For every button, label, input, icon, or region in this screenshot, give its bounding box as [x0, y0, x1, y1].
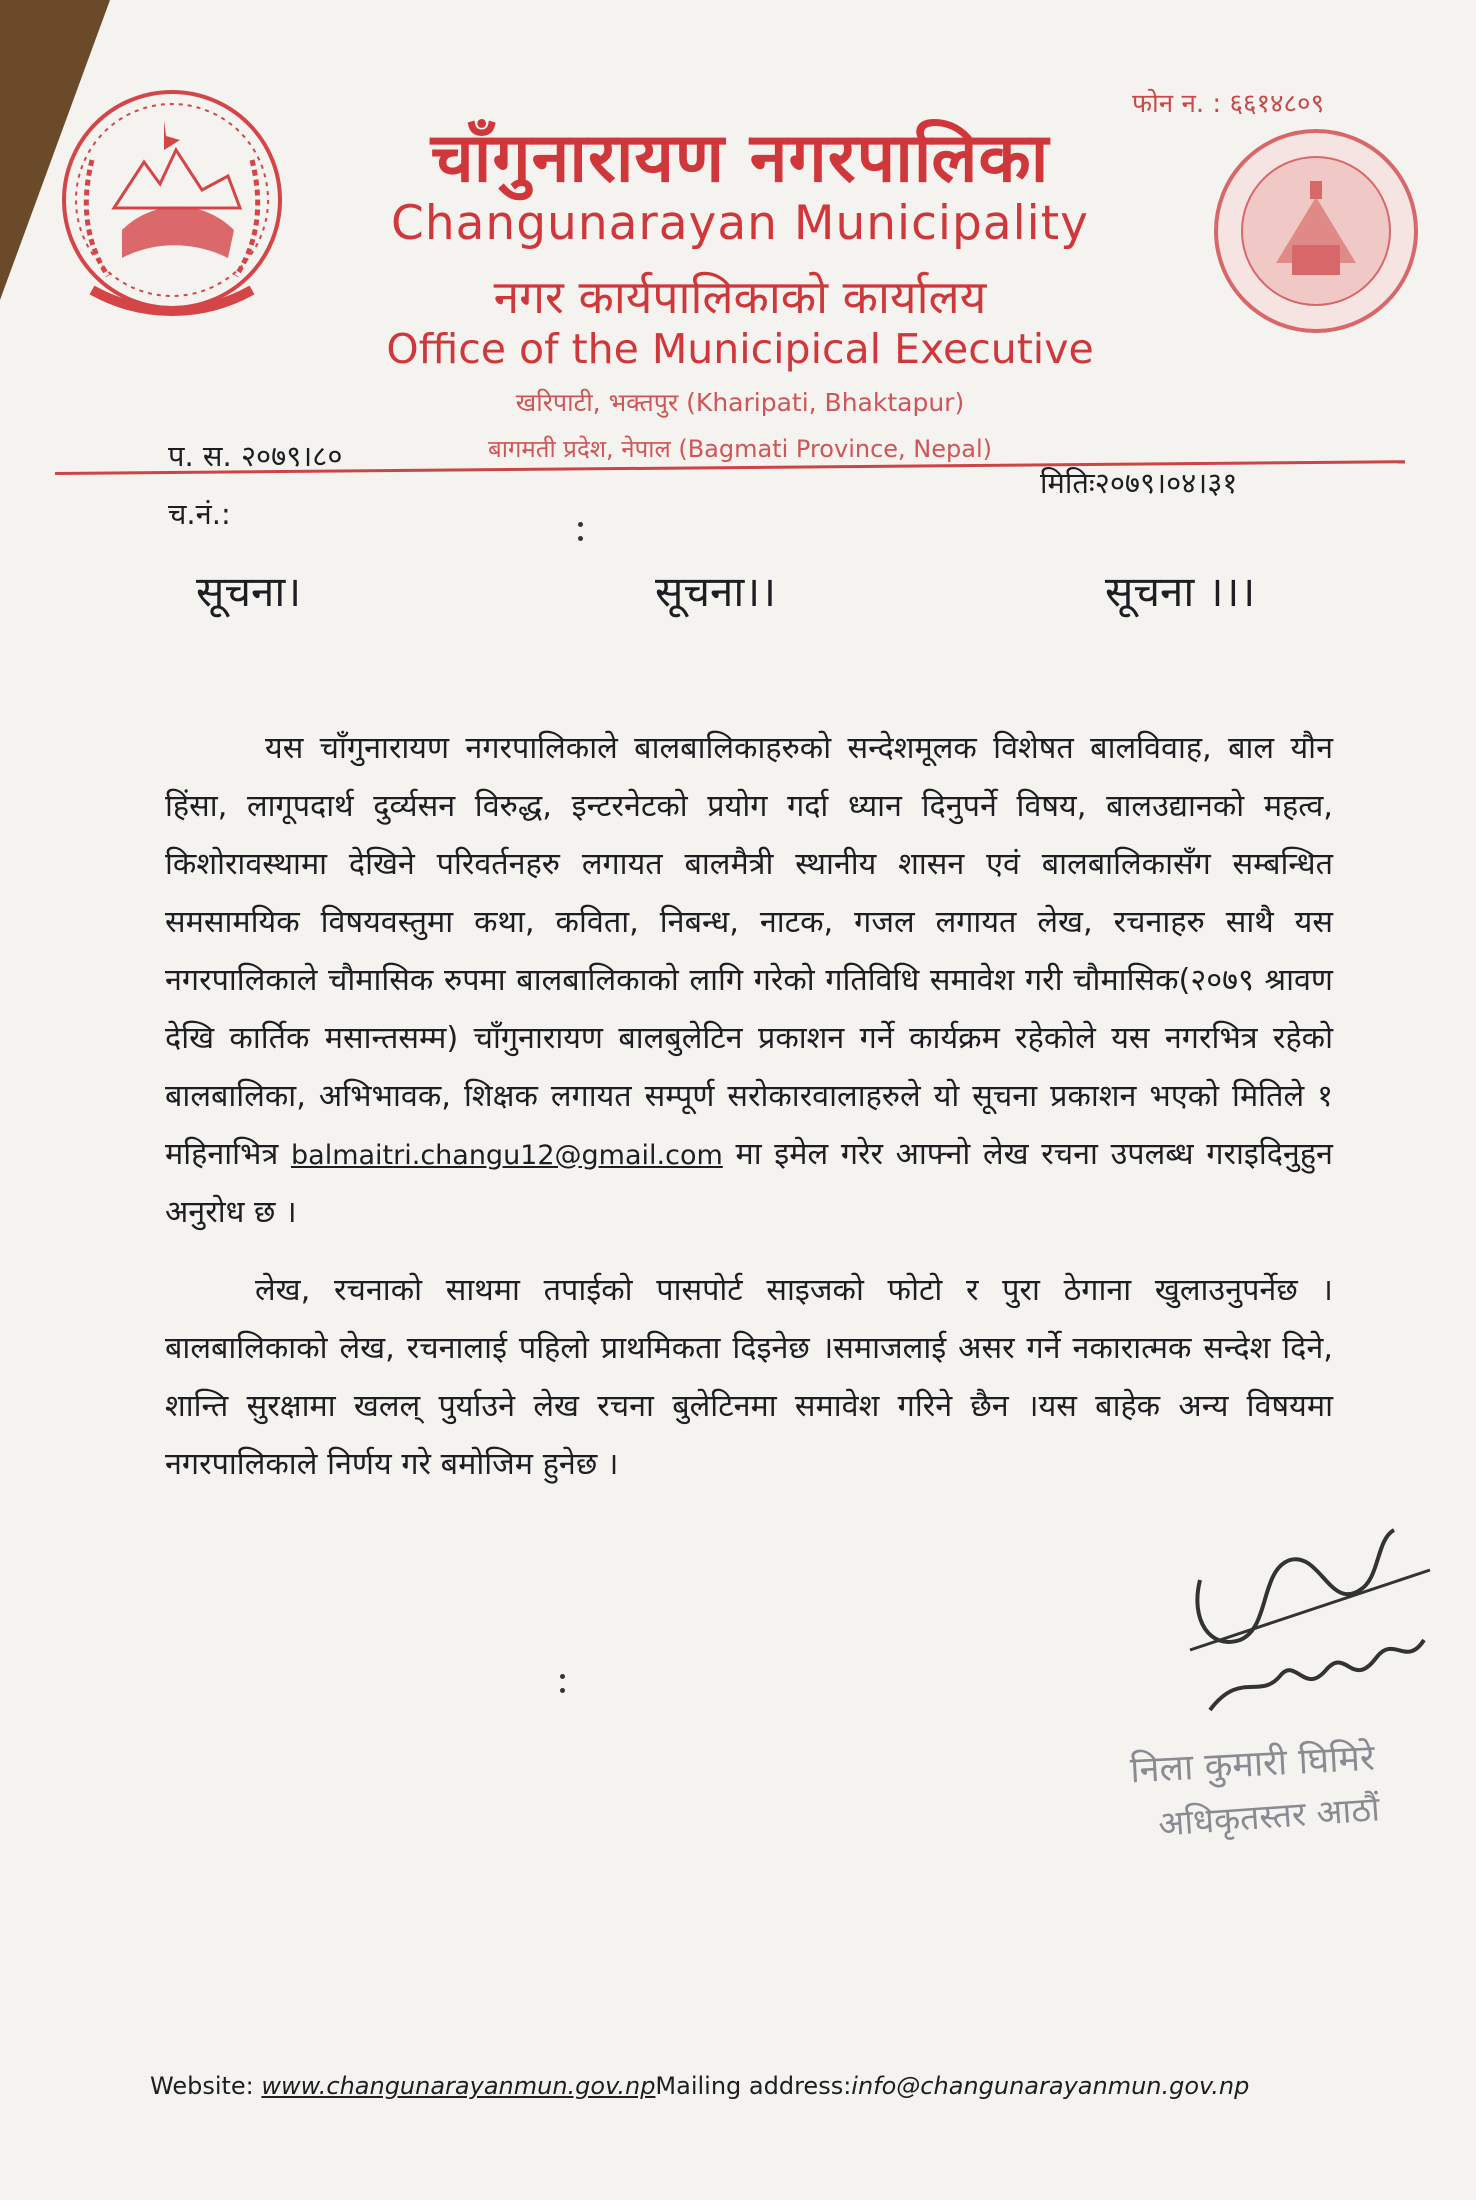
- municipality-seal-icon: [1210, 125, 1422, 337]
- address-line-2: बागमती प्रदेश, नेपाल (Bagmati Province, Nepal): [488, 435, 992, 463]
- paragraph-1-closing: मा इमेल गरेर आफ्नो लेख रचना उपलब्ध गराइदिनुहुन अनुरोध छ ।: [165, 1136, 1333, 1230]
- reference-number: प. स. २०७९।८०: [168, 439, 343, 473]
- office-title-np: नगर कार्यपालिकाको कार्यालय: [493, 270, 987, 324]
- office-title-en: Office of the Municipical Executive: [386, 325, 1094, 373]
- stray-mark: [578, 536, 583, 541]
- notice-heading-1: सूचना।: [196, 567, 302, 616]
- stray-mark: [560, 1688, 565, 1693]
- notice-heading-3: सूचना ।।।: [1105, 567, 1256, 616]
- footer: [150, 2072, 1249, 2100]
- submission-email: balmaitri.changu12@gmail.com: [291, 1139, 723, 1171]
- handwritten-signature-icon: [1180, 1500, 1440, 1740]
- body-paragraph-1: [165, 720, 1333, 1241]
- municipality-title-np: चाँगुनारायण नगरपालिका: [430, 119, 1050, 198]
- dispatch-number: च.नं.:: [168, 497, 231, 531]
- signatory-name: निला कुमारी घिमिरे: [1129, 1737, 1376, 1792]
- mailing-label: Mailing address:: [655, 2072, 852, 2100]
- letter-date: मितिः२०७९।०४।३१: [1040, 466, 1238, 500]
- nepal-emblem-icon: [52, 80, 292, 330]
- stray-mark: [578, 522, 583, 527]
- stray-mark: [560, 1674, 565, 1679]
- website-link[interactable]: www.changunarayanmun.gov.np: [261, 2072, 656, 2100]
- paragraph-1-text: यस चाँगुनारायण नगरपालिकाले बालबालिकाहरुको सन्देशमूलक विशेषत बालविवाह, बाल यौन हिंसा, लागूपदार्थ दुर्व्यसन विरुद्ध, इन्टरनेटको प्रयोग गर्दा ध्यान दिनुपर्ने विषय, बालउद्यानको महत्व, किशोरावस्थामा देखिने परिवर्तनहरु लगायत बालमैत्री स्थानीय शासन एवं बालबालिकासँग सम्बन्धित समसामयिक विषयवस्तुमा कथा, कविता, निबन्ध, नाटक, गजल लगायत लेख, रचनाहरु साथै यस नगरपालिकाले चौमासिक रुपमा बालबालिकाको लागि गरेको गतिविधि समावेश गरी चौमासिक(२०७९ श्रावण देखि कार्तिक मसान्तसम्म) चाँगुनारायण बालबुलेटिन प्रकाशन गर्ने कार्यक्रम रहेकोले यस नगरभित्र रहेको बालबालिका, अभिभावक, शिक्षक लगायत सम्पूर्ण सरोकारवालाहरुले यो सूचना प्रकाशन भएको मितिले १ महिनाभित्र: [165, 731, 1333, 1172]
- municipality-title-en: Changunarayan Municipality: [391, 196, 1089, 251]
- body-paragraph-2: लेख, रचनाको साथमा तपाईको पासपोर्ट साइजको फोटो र पुरा ठेगाना खुलाउनुपर्नेछ । बालबालिकाको लेख, रचनालाई पहिलो प्राथमिकता दिइनेछ ।समाजलाई असर गर्ने नकारात्मक सन्देश दिने, शान्ति सुरक्षामा खलल् पुर्याउने लेख रचना बुलेटिनमा समावेश गरिने छैन ।यस बाहेक अन्य विषयमा नगरपालिकाले निर्णय गरे बमोजिम हुनेछ ।: [165, 1273, 1333, 1482]
- website-label: Website:: [150, 2072, 262, 2100]
- address-line-1: खरिपाटी, भक्तपुर (Kharipati, Bhaktapur): [515, 388, 965, 417]
- signatory-role: अधिकृतस्तर आठौं: [1157, 1789, 1382, 1845]
- phone-number: फोन न. : ६६१४८०९: [1132, 89, 1325, 119]
- mailing-email[interactable]: info@changunarayanmun.gov.np: [851, 2072, 1250, 2100]
- notice-heading-2: सूचना।।: [655, 567, 777, 616]
